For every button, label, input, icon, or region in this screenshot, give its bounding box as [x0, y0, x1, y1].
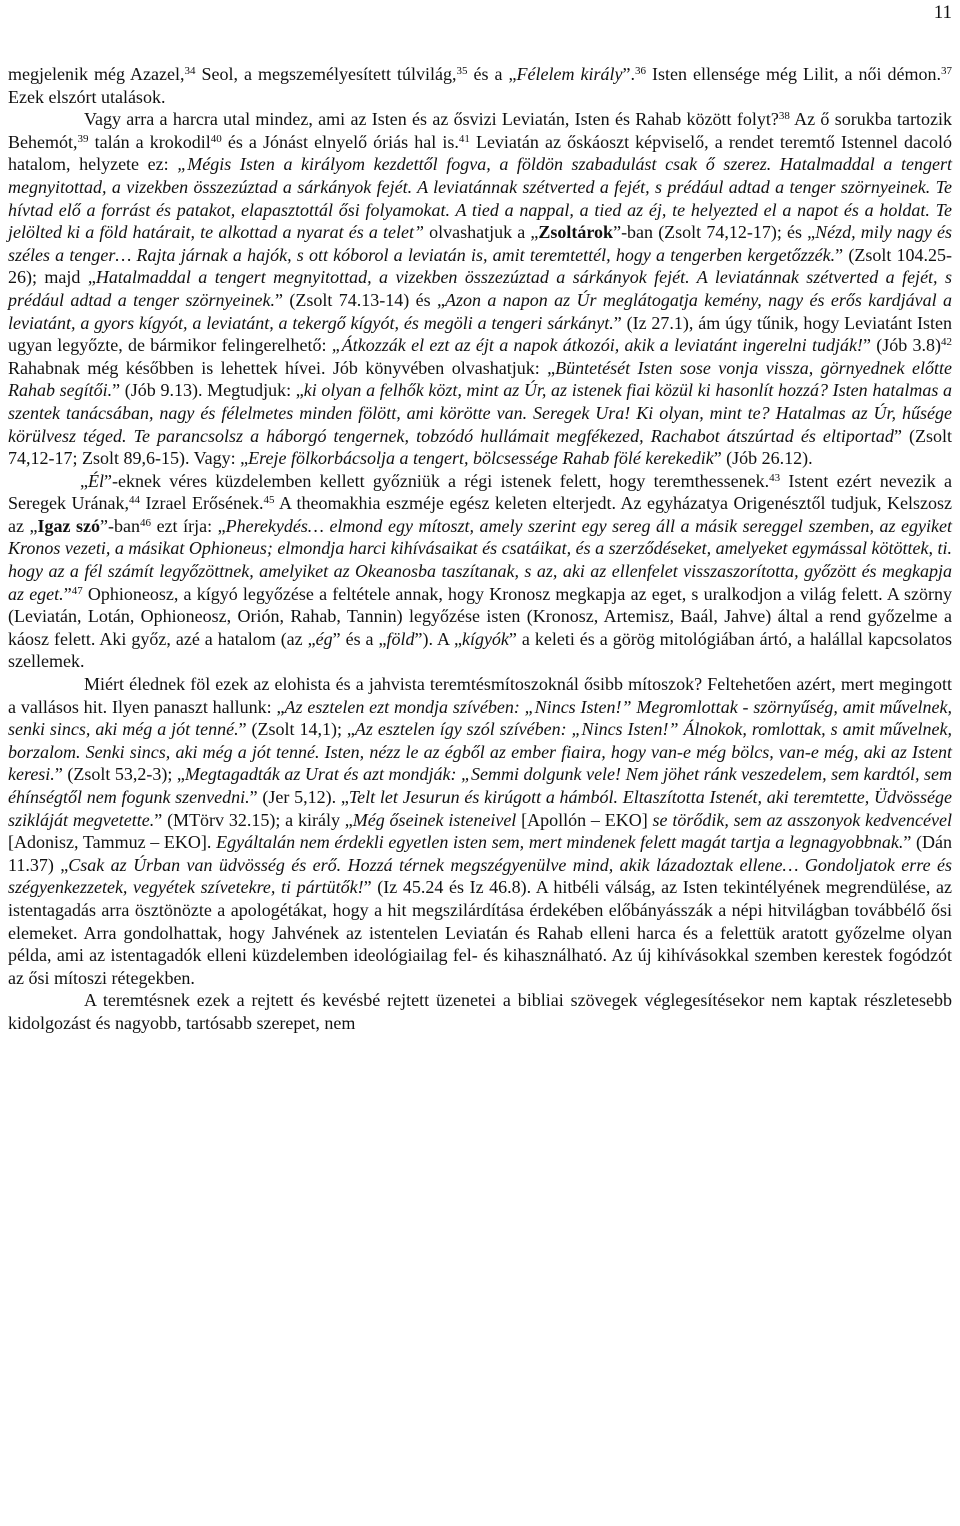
- text-run: Ezek elszórt utalások.: [8, 86, 166, 107]
- italic-quote: Nézd, mily nagy és széles a tenger… Rajta járnak a hajók, s ott kóborol a leviatán is, amit teremtettél, hogy a tengerben kergetőzzék.: [8, 222, 952, 265]
- footnote-ref: 40: [210, 132, 222, 145]
- paragraph: [8, 63, 952, 108]
- italic-quote: Az esztelen így szól szívében: „Nincs Isten!” Álnokok, romlottak, s amit művelnek, borzalom. Senki sincs, aki még a jót tenné. Isten, nézz le az égből az ember fiaira, hogy van-e még bölcs, van-e még, aki az Istent keresi.: [8, 719, 952, 785]
- text-run: A theomakhia eszméje egész keleten elterjedt. Az egyházatya Origenésztől tudjuk, Kelszosz az „: [8, 493, 952, 536]
- italic-quote: Pherekydés… elmond egy mítoszt, amely szerint egy sereg áll a másik sereggel szemben, az egyiket Kronos vezeti, a másikat Ophioneus; elmondja harci kihívásaikat és csatáikat, és a szerződéseket, amelyeket egymással kötöttek, ti. hogy az a fél számít legyőzöttnek, amelyiket az Okeanosba taszítanak, s az, aki az ellenfelet visszaszorította, győzött és megkapja az eget.: [8, 515, 952, 604]
- bold-term: Igaz szó: [37, 515, 101, 536]
- text-run: „: [80, 470, 88, 491]
- body-text: [8, 63, 952, 1035]
- text-run: Miért élednek föl ezek az elohista és a jahvista teremtésmítoszoknál ősibb mítoszok? Feltehetően azért, mert megingott a vallásos hit. Ilyen panaszt hallunk: „: [8, 674, 952, 717]
- text-run: ” (Dán 11.37) „: [8, 832, 952, 875]
- italic-quote: ég: [315, 628, 333, 649]
- text-run: [Adonisz, Tammuz – EKO].: [8, 832, 217, 853]
- italic-quote: ki olyan a felhők közt, mint az Úr, az istenek fiai közül ki hasonlít hozzá? Isten hatalmas a szentek tanácsában, nagy és félelmetes minden fölött, ami körötte van. Seregek Ura! Ki olyan, mint te? Hatalmas az Úr, hűsége körülvesz téged. Te parancsolsz a háborgó tengernek, tobzódó hullámait megfékezed, Rachabot átszúrtad és eltiportad: [8, 380, 952, 446]
- page-number: 11: [933, 2, 952, 23]
- italic-quote: kígyók: [461, 628, 509, 649]
- italic-quote: Még őseinek isteneivel: [352, 809, 517, 830]
- footnote-ref: 38: [778, 110, 790, 123]
- italic-quote: Ereje fölkorbácsolja a tengert, bölcsessége Rahab fölé kerekedik: [248, 448, 714, 469]
- text-run: ” (Jer 5,12). „: [249, 787, 349, 807]
- footnote-ref: 46: [140, 516, 152, 529]
- footnote-ref: 45: [263, 494, 275, 507]
- text-run: [Apollón – EKO]: [516, 809, 653, 830]
- text-run: Izrael Erősének.: [139, 493, 264, 514]
- italic-quote: Egyáltalán nem érdekli egyetlen isten sem, mert mindenek felett magát tartja a legnagyobbnak.: [216, 832, 904, 853]
- text-run: ” és a „: [332, 628, 387, 649]
- paragraph: [8, 989, 952, 1034]
- text-run: ”-ban: [100, 515, 141, 536]
- footnote-ref: 42: [941, 336, 952, 349]
- italic-quote: Telt let Jesurun és kirúgott a hámból. Eltaszította Istenét, aki teremtette, Üdvössége szikláját megvetette.: [8, 787, 952, 830]
- paragraph: [8, 673, 952, 989]
- text-run: ” (Zsolt 14,1); „: [238, 719, 355, 740]
- text-run: ” (Jób 26.12).: [713, 448, 813, 469]
- italic-quote: „Átkozzák el ezt az éjt a napok átkozói, akik a leviatánt ingerelni tudják!: [331, 335, 863, 356]
- text-run: Ophioneosz, a kígyó legyőzése a feltétele annak, hogy Kronosz megkapja az eget, s uralkodjon a világ felett. A szörny (Leviatán, Lotán, Ophioneosz, Orión, Rahab, Tannin) legyőzése isten (Kronosz, Artemisz, Baál, Jahve) által a rend győzelme a káosz felett. Aki győz, azé a hatalom (az „: [8, 583, 953, 649]
- text-run: megjelenik még Azazel,: [8, 64, 185, 84]
- text-run: ezt írja: „: [151, 515, 226, 536]
- text-run: ” (Jób 9.13). Megtudjuk: „: [112, 380, 304, 401]
- text-run: ” (Zsolt 104.25-26); majd „: [8, 244, 953, 288]
- bold-term: Zsoltárok: [538, 222, 614, 243]
- text-run: ” (Zsolt 53,2-3); „: [54, 764, 185, 785]
- footnote-ref: 47: [71, 584, 83, 597]
- text-run: ” (Iz 27.1), ám úgy tűnik, hogy Leviatánt Isten ugyan legyőzte, de bármikor felingerelhető:: [8, 312, 952, 356]
- text-run: Istent ezért nevezik a Seregek Urának,: [8, 470, 952, 514]
- text-run: Az ő sorukba tartozik Behemót,: [8, 109, 952, 152]
- text-run: A teremtésnek ezek a rejtett és kevésbé rejtett üzenetei a bibliai szövegek véglegesítésekor nem kaptak részletesebb kidolgozást és nagyobb, tartósabb szerepet, nem: [8, 990, 952, 1033]
- italic-quote: Csak az Úrban van üdvösség és erő. Hozzá térnek megszégyenülve mind, akik lázadoztak ellene… Gondoljatok erre és szégyenkezzetek, vegyétek szívetekre, ti pártütők!: [8, 854, 952, 898]
- italic-quote: „Mégis Isten a királyom kezdettől fogva, a földön szabadulást csak ő szerez. Hatalmaddal a tengert megnyitottad, a vizekben összezúztad a sárkányok fejét. A leviatánnak szétverted a fejét, s prédául adtad a tenger szörnyeinek. Te hívtad elő a forrást és patakot, elapasztottál ősi folyamokat. A tied a nappal, a tied az éj, te helyezted el a napot és a holdat. Te jelölted ki a föld határait, te alkottad a nyarat és a telet”: [8, 154, 953, 243]
- text-run: és a Jónást elnyelő óriás hal is.: [221, 131, 459, 152]
- footnote-ref: 41: [458, 132, 470, 145]
- italic-quote: Hatalmaddal a tengert megnyitottad, a vizekben összezúztad a sárkányok fejét. A leviatánnak szétverted a fejét, s prédául adtad a tenger szörnyeinek.: [8, 267, 952, 310]
- text-run: ” (MTörv 32.15); a király „: [154, 809, 353, 830]
- text-run: Seol, a megszemélyesített túlvilág,: [195, 64, 457, 84]
- italic-quote: Él: [88, 470, 104, 491]
- italic-quote: Az esztelen ezt mondja szívében: „Nincs Isten!” Megromlottak - szörnyűség, amit művelnek, senki sincs, aki még a jót tenné.: [8, 696, 953, 740]
- text-run: ” a keleti és a görög mitológiában ártó, a halállal kapcsolatos szellemek.: [8, 628, 952, 672]
- footnote-ref: 36: [634, 65, 646, 77]
- italic-quote: se törődik, sem az asszonyok kedvencével: [652, 809, 952, 830]
- text-run: Leviatán az őskáoszt képviselő, a rendet teremtő Istennel dacoló hatalom, helyzete ez:: [8, 131, 953, 175]
- italic-quote: Azon a napon az Úr meglátogatja kemény, nagy és erős kardjával a leviatánt, a gyors kígyót, a leviatánt, a tekergő kígyót, és megöli a tengeri sárkányt.: [8, 289, 952, 333]
- text-run: Rahabnak még későbben is lehettek hívei. Jób könyvében olvashatjuk: „: [8, 357, 556, 378]
- footnote-ref: 44: [128, 494, 140, 507]
- text-run: ”-eknek véres küzdelemben kellett győzniük a régi istenek felett, hogy teremthessenek.: [104, 470, 770, 491]
- text-run: ”). A „: [414, 628, 462, 649]
- text-run: ” (Iz 45.24 és Iz 46.8). A hitbéli válság, az Isten tekintélyének megrendülése, az istentagadás arra ösztönözte a apologétákat, hogy a hit megszilárdítása érdekében előbányásszák a népi hitvilágban továbbélő ősi elemeket. Arra gondolhattak, hogy Jahvének az istentelen Leviatán és Rahab elleni harca és a felettük aratott győzelme olyan példa, ami az istentagadók elleni küzdelemben ideológiailag fel- és kihasználható. Az új kihívásokkal szemben kerestek fogódzót az ősi mítoszi rétegekben.: [8, 877, 952, 988]
- text-run: ” (Jób 3.8): [862, 335, 941, 356]
- footnote-ref: 35: [456, 65, 468, 77]
- footnote-ref: 37: [941, 65, 952, 77]
- footnote-ref: 39: [77, 132, 89, 145]
- footnote-ref: 34: [184, 65, 196, 77]
- text-run: és a „: [467, 64, 517, 84]
- footnote-ref: 43: [769, 471, 781, 484]
- text-run: ”-ban (Zsolt 74,12-17); és „: [613, 222, 816, 243]
- text-run: ”: [63, 583, 72, 604]
- text-run: talán a krokodil: [88, 131, 211, 152]
- paragraph: [8, 470, 952, 673]
- text-run: Vagy arra a harcra utal mindez, ami az Isten és az ősvizi Leviatán, Isten és Rahab között folyt?: [84, 109, 779, 130]
- text-run: ” (Zsolt 74,12-17; Zsolt 89,6-15). Vagy: „: [8, 425, 952, 469]
- text-run: ” (Zsolt 74.13-14) és „: [275, 289, 445, 310]
- paragraph: [8, 108, 952, 470]
- text-run: olvashatjuk a „: [424, 222, 539, 243]
- italic-quote: Büntetését Isten sose vonja vissza, görnyednek előtte Rahab segítői.: [8, 357, 952, 401]
- italic-quote: Félelem király: [516, 64, 623, 84]
- text-run: ”.: [622, 64, 635, 84]
- text-run: Isten ellensége még Lilit, a női démon.: [645, 64, 941, 84]
- italic-quote: föld: [386, 628, 415, 649]
- italic-quote: Megtagadták az Urat és azt mondják: „Semmi dolgunk vele! Nem jöhet ránk veszedelem, sem kardtól, sem éhínségtől nem fogunk szenvedni.: [8, 764, 953, 807]
